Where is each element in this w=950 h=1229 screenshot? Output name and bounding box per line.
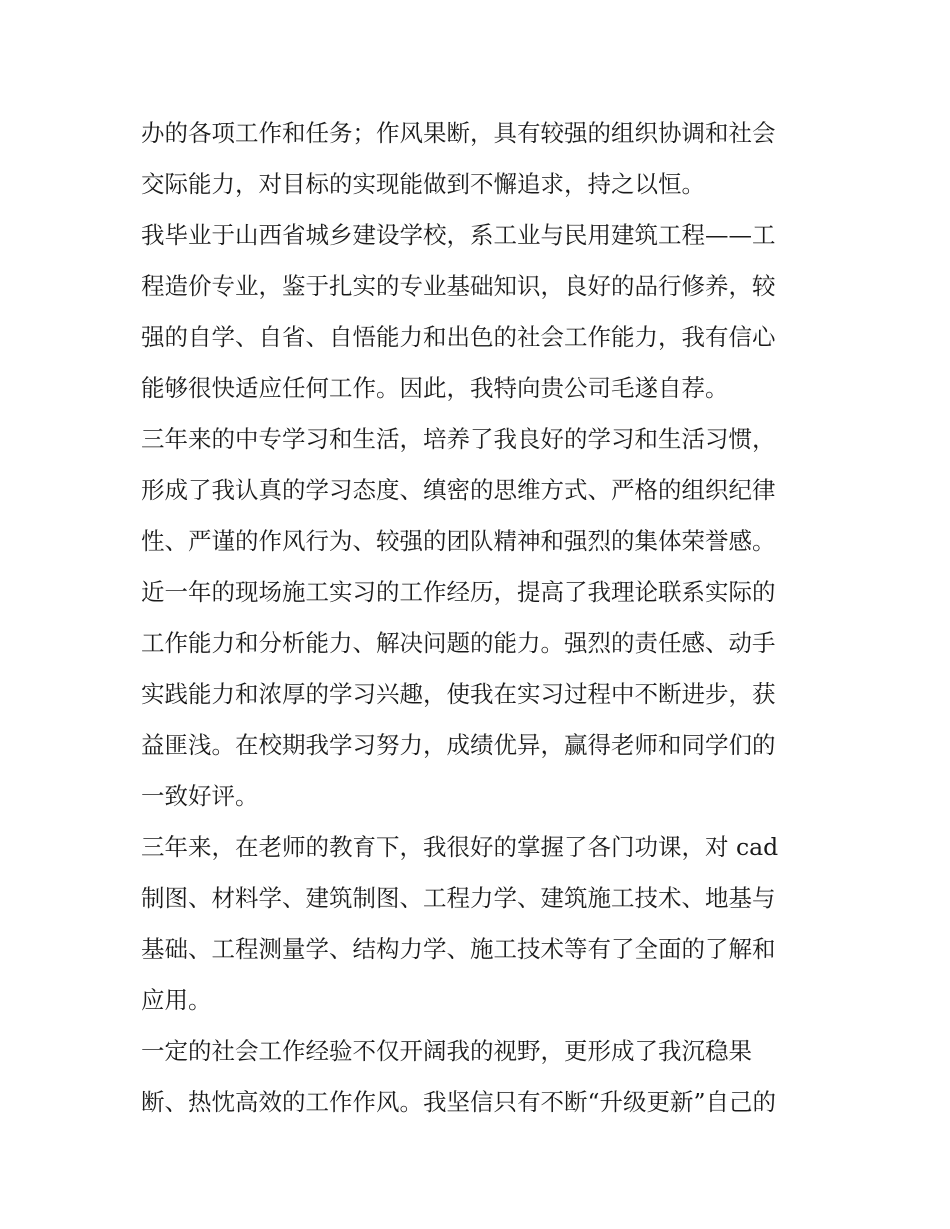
text-line: 我毕业于山西省城乡建设学校，系工业与民用建筑工程——工: [141, 221, 776, 249]
text-line: 实践能力和浓厚的学习兴趣，使我在实习过程中不断进步，获: [141, 680, 776, 708]
text-line: 三年来，在老师的教育下，我很好的掌握了各门功课，对 cad: [141, 833, 779, 861]
text-line: 一定的社会工作经验不仅开阔我的视野，更形成了我沉稳果: [141, 1037, 752, 1065]
text-line: 办的各项工作和任务；作风果断，具有较强的组织协调和社会: [141, 119, 776, 147]
text-line: 能够很快适应任何工作。因此，我特向贵公司毛遂自荐。: [141, 374, 729, 402]
text-line: 应用。: [141, 986, 212, 1014]
text-line: 断、热忱高效的工作作风。我坚信只有不断“升级更新”自己的: [141, 1088, 777, 1116]
text-line: 制图、材料学、建筑制图、工程力学、建筑施工技术、地基与: [141, 884, 776, 912]
text-line: 形成了我认真的学习态度、缜密的思维方式、严格的组织纪律: [141, 476, 776, 504]
body-text: [141, 108, 821, 1128]
text-line: 程造价专业，鉴于扎实的专业基础知识，良好的品行修养，较: [141, 272, 776, 300]
text-line: 一致好评。: [141, 782, 259, 810]
text-line: 性、严谨的作风行为、较强的团队精神和强烈的集体荣誉感。: [141, 527, 776, 555]
text-line: 基础、工程测量学、结构力学、施工技术等有了全面的了解和: [141, 935, 776, 963]
text-line: 三年来的中专学习和生活，培养了我良好的学习和生活习惯，: [141, 425, 776, 453]
text-line: 工作能力和分析能力、解决问题的能力。强烈的责任感、动手: [141, 629, 776, 657]
text-line: 益匪浅。在校期我学习努力，成绩优异，赢得老师和同学们的: [141, 731, 776, 759]
text-line: 强的自学、自省、自悟能力和出色的社会工作能力，我有信心: [141, 323, 776, 351]
text-line: 交际能力，对目标的实现能做到不懈追求，持之以恒。: [141, 170, 705, 198]
text-line: 近一年的现场施工实习的工作经历，提高了我理论联系实际的: [141, 578, 776, 606]
